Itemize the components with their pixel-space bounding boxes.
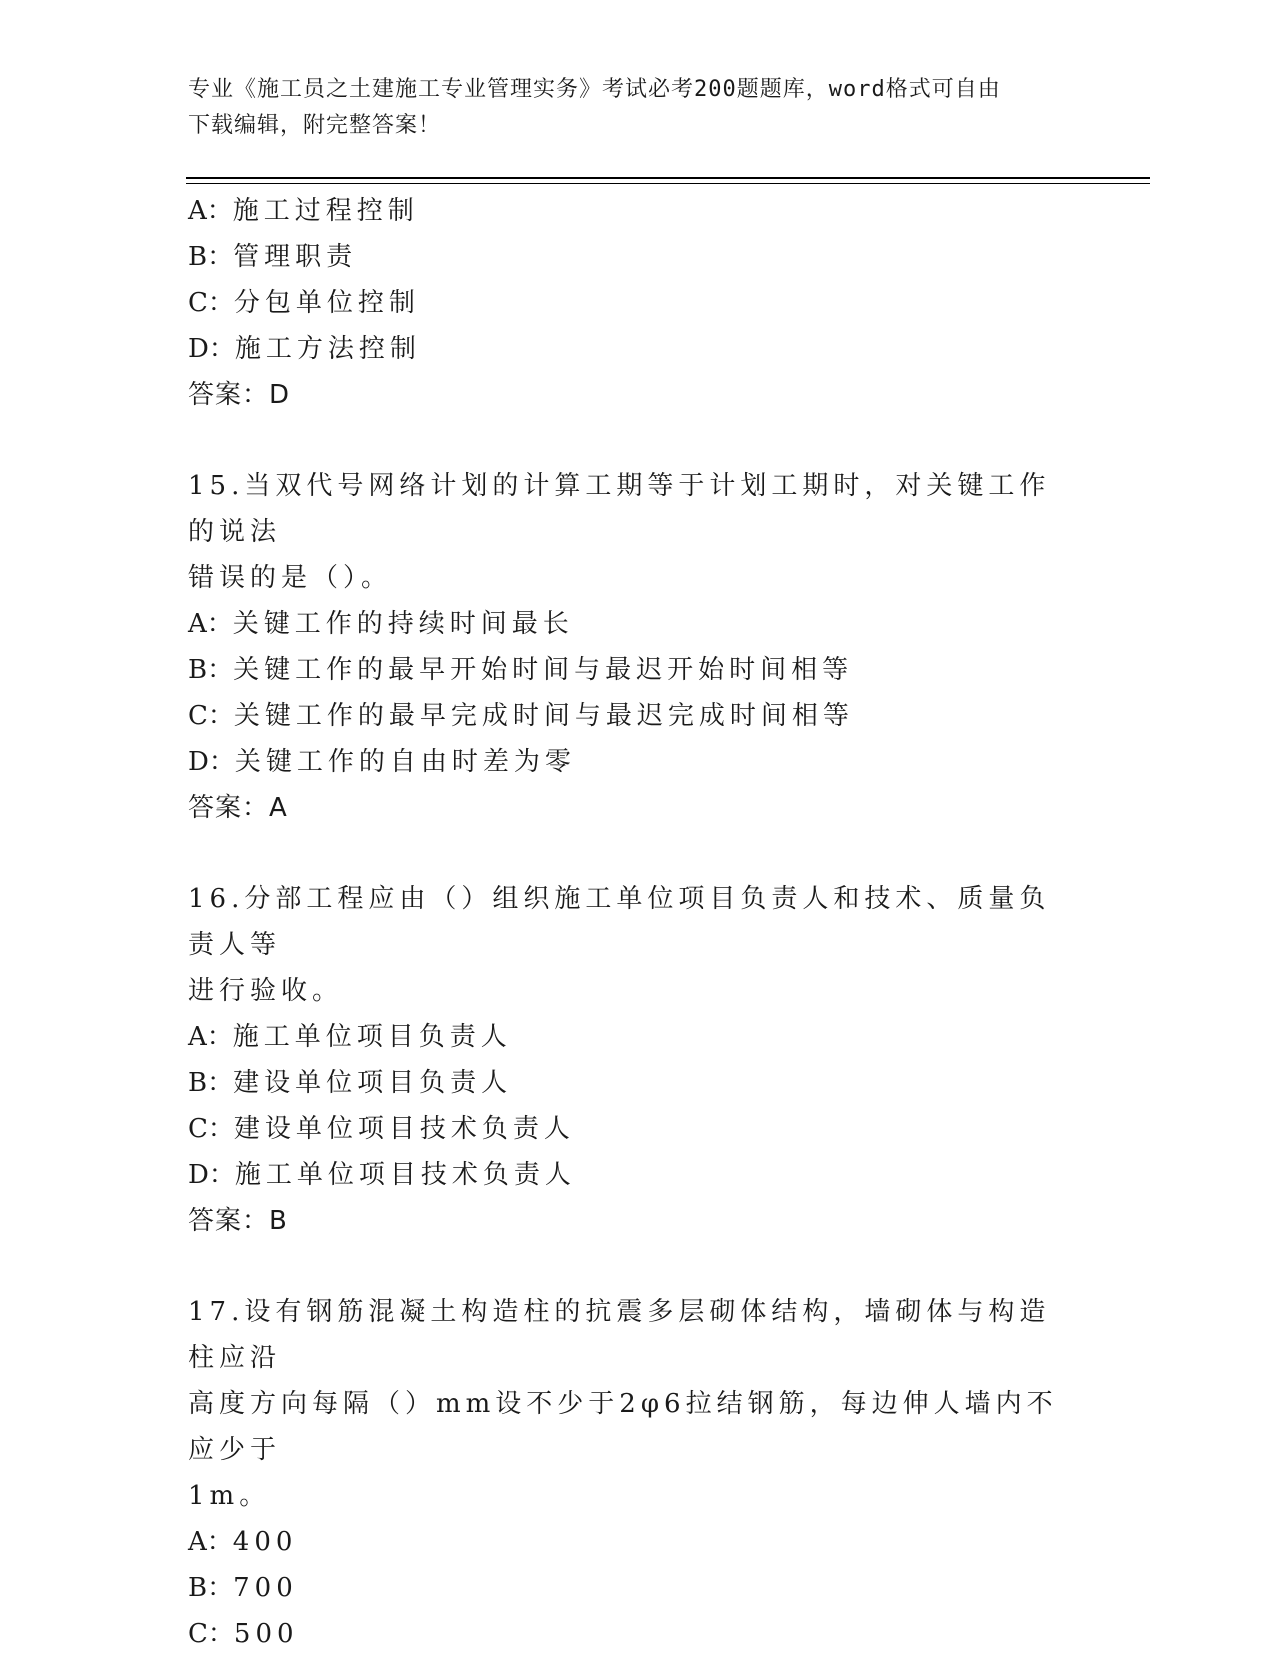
option-c: C：关键工作的最早完成时间与最迟完成时间相等 (188, 701, 854, 731)
answer-line: 答案：D (188, 380, 291, 410)
option-c: C：分包单位控制 (188, 288, 420, 318)
option-b: B：700 (188, 1573, 298, 1603)
option-d: D：施工单位项目技术负责人 (188, 1160, 576, 1190)
question-text-line-1: 16.分部工程应由（）组织施工单位项目负责人和技术、质量负责人等 (188, 884, 1051, 960)
question-text-line-2: 进行验收。 (188, 976, 344, 1006)
question-text-line-1: 15.当双代号网络计划的计算工期等于计划工期时，对关键工作的说法 (188, 471, 1051, 547)
question-14 (188, 188, 1088, 418)
option-d: D：施工方法控制 (188, 334, 421, 364)
question-17 (188, 1289, 1088, 1657)
option-d: D：关键工作的自由时差为零 (188, 747, 576, 777)
option-a: A：关键工作的持续时间最长 (188, 609, 574, 639)
answer-line: 答案：A (188, 793, 288, 823)
question-15 (188, 463, 1088, 831)
question-16 (188, 876, 1088, 1244)
option-a: A：400 (188, 1527, 298, 1557)
document-header (188, 72, 1068, 144)
option-b: B：建设单位项目负责人 (188, 1068, 513, 1098)
option-c: C：建设单位项目技术负责人 (188, 1114, 575, 1144)
header-divider-thick (186, 177, 1150, 179)
question-text-line-2: 错误的是（）。 (188, 563, 393, 593)
question-list (188, 188, 1088, 1657)
question-text-line-2: 高度方向每隔（）mm设不少于2φ6拉结钢筋，每边伸人墙内不应少于 (188, 1389, 1058, 1465)
answer-line: 答案：B (188, 1206, 288, 1236)
option-b: B：关键工作的最早开始时间与最迟开始时间相等 (188, 655, 854, 685)
header-divider-thin (186, 183, 1150, 184)
header-line-1: 专业《施工员之土建施工专业管理实务》考试必考200题题库，word格式可自由 (188, 77, 1001, 102)
question-text-line-1: 17.设有钢筋混凝土构造柱的抗震多层砌体结构，墙砌体与构造柱应沿 (188, 1297, 1051, 1373)
option-c: C：500 (188, 1619, 299, 1649)
header-line-2: 下载编辑，附完整答案！ (188, 113, 442, 138)
option-b: B：管理职责 (188, 242, 358, 272)
option-a: A：施工过程控制 (188, 196, 419, 226)
question-text-line-3: 1m。 (188, 1481, 271, 1511)
option-a: A：施工单位项目负责人 (188, 1022, 512, 1052)
